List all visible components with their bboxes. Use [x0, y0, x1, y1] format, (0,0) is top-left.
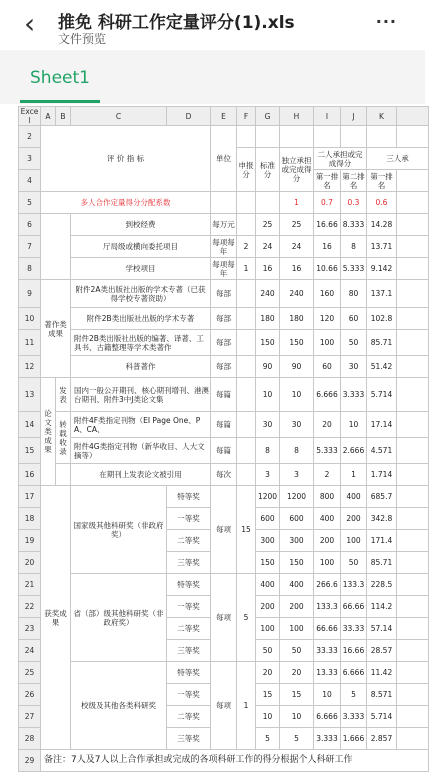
- three-first-cell: 85.71: [367, 330, 397, 356]
- header-two-person: 二人承担或完成得分: [314, 148, 367, 170]
- item-label: 附件2B类出版社出版的学术专著: [71, 308, 211, 330]
- cell: [341, 126, 367, 148]
- solo-cell: 3: [280, 464, 314, 486]
- declared-cell: 1: [237, 258, 256, 280]
- solo-cell: 400: [280, 574, 314, 596]
- second-cell: 133.3: [341, 574, 367, 596]
- header-first: 第一排名: [314, 170, 341, 192]
- cell: [397, 530, 429, 552]
- cell: [397, 596, 429, 618]
- unit-cell: 每篇: [211, 438, 237, 464]
- cell: [397, 618, 429, 640]
- cell: [397, 552, 429, 574]
- standard-cell: 300: [256, 530, 280, 552]
- first-cell: 10: [314, 684, 341, 706]
- award-level: 三等奖: [167, 728, 211, 750]
- three-first-cell: 85.71: [367, 552, 397, 574]
- first-cell: 160: [314, 280, 341, 308]
- solo-cell: 10: [280, 378, 314, 412]
- row-number: 8: [19, 258, 41, 280]
- award-level: 一等奖: [167, 684, 211, 706]
- cell: [237, 126, 256, 148]
- first-cell: 266.6: [314, 574, 341, 596]
- coef-i: 0.7: [314, 192, 341, 214]
- row-number: 3: [19, 148, 41, 170]
- declared-cell: [237, 356, 256, 378]
- standard-cell: 15: [256, 684, 280, 706]
- award-level: 二等奖: [167, 530, 211, 552]
- three-first-cell: 13.71: [367, 236, 397, 258]
- standard-cell: 30: [256, 412, 280, 438]
- first-cell: 60: [314, 356, 341, 378]
- solo-cell: 100: [280, 618, 314, 640]
- standard-cell: 10: [256, 706, 280, 728]
- standard-cell: 8: [256, 438, 280, 464]
- cell: [397, 236, 429, 258]
- award-level: 一等奖: [167, 596, 211, 618]
- row-number: 11: [19, 330, 41, 356]
- standard-cell: 400: [256, 574, 280, 596]
- header-declared: 申报分: [237, 148, 256, 192]
- first-cell: 100: [314, 330, 341, 356]
- header-first-k: 第一排名: [367, 170, 397, 192]
- row-number: 13: [19, 378, 41, 412]
- group-publish: 发表: [56, 378, 71, 412]
- first-cell: 400: [314, 508, 341, 530]
- three-first-cell: 114.2: [367, 596, 397, 618]
- unit-cell: 每次: [211, 464, 237, 486]
- item-label: 厅局级或横向委托项目: [71, 236, 211, 258]
- first-cell: 10.66: [314, 258, 341, 280]
- row-number: 4: [19, 170, 41, 192]
- standard-cell: 600: [256, 508, 280, 530]
- second-cell: 8: [341, 236, 367, 258]
- second-cell: 5.333: [341, 258, 367, 280]
- solo-cell: 200: [280, 596, 314, 618]
- row-number: 29: [19, 750, 41, 772]
- unit-cell: 每部: [211, 308, 237, 330]
- group-reprint: 转载收录: [56, 412, 71, 464]
- second-cell: 16.66: [341, 640, 367, 662]
- standard-cell: 10: [256, 378, 280, 412]
- standard-cell: 240: [256, 280, 280, 308]
- second-cell: 60: [341, 308, 367, 330]
- unit-cell: 每部: [211, 330, 237, 356]
- first-cell: 20: [314, 412, 341, 438]
- cell: [397, 192, 429, 214]
- col-header-a: A: [41, 107, 56, 126]
- more-options-icon[interactable]: ···: [375, 12, 397, 31]
- three-first-cell: 2.857: [367, 728, 397, 750]
- second-cell: 50: [341, 552, 367, 574]
- three-first-cell: 102.8: [367, 308, 397, 330]
- unit-cell: 每部: [211, 356, 237, 378]
- cell: [397, 662, 429, 684]
- first-cell: 6.666: [314, 378, 341, 412]
- row-number: 25: [19, 662, 41, 684]
- spreadsheet-view[interactable]: [18, 106, 425, 765]
- app-header: [0, 0, 425, 50]
- first-cell: 6.666: [314, 706, 341, 728]
- standard-cell: 200: [256, 596, 280, 618]
- row-number: 23: [19, 618, 41, 640]
- first-cell: 13.33: [314, 662, 341, 684]
- unit-cell: 每篇: [211, 412, 237, 438]
- solo-cell: 15: [280, 684, 314, 706]
- standard-cell: 3: [256, 464, 280, 486]
- first-cell: 66.66: [314, 618, 341, 640]
- header-three-person: 三人承: [367, 148, 429, 170]
- first-cell: 33.33: [314, 640, 341, 662]
- standard-cell: 24: [256, 236, 280, 258]
- standard-cell: 5: [256, 728, 280, 750]
- unit-cell: 每项每年: [212, 237, 235, 256]
- first-cell: 200: [314, 530, 341, 552]
- cell: [397, 258, 429, 280]
- group-paper: 论文类成果: [41, 378, 56, 486]
- first-cell: 5.333: [314, 438, 341, 464]
- solo-cell: 1200: [280, 486, 314, 508]
- standard-cell: 150: [256, 552, 280, 574]
- standard-cell: 50: [256, 640, 280, 662]
- standard-cell: 25: [256, 214, 280, 236]
- standard-cell: 1200: [256, 486, 280, 508]
- cell: [41, 214, 71, 280]
- header-unit: 单位: [211, 126, 237, 192]
- item-label: 附件2B类出版社出版的编著、译著、工具书、古籍整理等学术类著作: [71, 330, 211, 356]
- award-unit: 每项: [211, 486, 237, 574]
- solo-cell: 20: [280, 662, 314, 684]
- three-first-cell: 4.571: [367, 438, 397, 464]
- header-second: 第二排名: [342, 171, 365, 190]
- solo-cell: 24: [280, 236, 314, 258]
- award-level: 特等奖: [167, 662, 211, 684]
- item-label: 附件4G类指定刊物（新华收目、人大文摘等）: [71, 438, 211, 464]
- award-national: 国家级其他科研奖（非政府奖）: [71, 486, 167, 574]
- file-subtitle: 文件预览: [58, 32, 107, 46]
- first-cell: 100: [314, 552, 341, 574]
- spreadsheet-grid: [18, 106, 429, 772]
- coef-label: 多人合作定量得分分配系数: [41, 192, 211, 214]
- cell: [280, 126, 314, 148]
- declared-cell: [237, 438, 256, 464]
- cell: [397, 728, 429, 750]
- solo-cell: 8: [280, 438, 314, 464]
- row-number: 19: [19, 530, 41, 552]
- header-solo: 独立承担或完成得分: [280, 148, 314, 192]
- cell: [397, 438, 429, 464]
- first-cell: 16.66: [314, 214, 341, 236]
- cell: [397, 706, 429, 728]
- second-cell: 5: [341, 684, 367, 706]
- award-unit: 每项: [211, 662, 237, 750]
- first-cell: 133.3: [314, 596, 341, 618]
- row-number: 9: [19, 280, 41, 308]
- award-provincial: 省（部）级其他科研奖（非政府奖）: [71, 574, 167, 662]
- declared-cell: [237, 464, 256, 486]
- col-header-excel: Excel: [19, 107, 41, 126]
- cell: [314, 126, 341, 148]
- three-first-cell: 9.142: [367, 258, 397, 280]
- file-title: 推免 科研工作定量评分(1).xls: [58, 13, 295, 33]
- award-level: 二等奖: [167, 706, 211, 728]
- solo-cell: 30: [280, 412, 314, 438]
- first-cell: 3.333: [314, 728, 341, 750]
- group-works: 著作类成果: [41, 280, 71, 378]
- col-header-c: C: [71, 107, 167, 126]
- second-cell: 80: [341, 280, 367, 308]
- solo-cell: 10: [280, 706, 314, 728]
- cell: [397, 308, 429, 330]
- row-number: 10: [19, 308, 41, 330]
- cell: [397, 126, 429, 148]
- cell: [56, 464, 71, 486]
- three-first-cell: 228.5: [367, 574, 397, 596]
- declared-cell: 2: [237, 236, 256, 258]
- cell: [397, 412, 429, 438]
- solo-cell: 600: [280, 508, 314, 530]
- item-label: 科普著作: [71, 356, 211, 378]
- row-number: 15: [19, 438, 41, 464]
- col-header-b: B: [56, 107, 71, 126]
- item-label: 学校项目: [71, 258, 211, 280]
- cell: [397, 378, 429, 412]
- unit-cell: 每万元: [211, 214, 237, 236]
- three-first-cell: 5.714: [367, 706, 397, 728]
- sheet-tab-bar: [0, 50, 425, 104]
- award-level: 三等奖: [167, 640, 211, 662]
- row-number: 20: [19, 552, 41, 574]
- award-school: 校级及其他各类科研奖: [71, 662, 167, 750]
- col-header-d: D: [167, 107, 211, 126]
- sheet-tab[interactable]: Sheet1: [30, 68, 90, 88]
- three-first-cell: 8.571: [367, 684, 397, 706]
- solo-cell: 150: [280, 330, 314, 356]
- header-standard: 标准分: [256, 148, 280, 192]
- three-first-cell: 57.14: [367, 618, 397, 640]
- cell: [367, 126, 397, 148]
- second-cell: 2.666: [341, 438, 367, 464]
- first-cell: 800: [314, 486, 341, 508]
- declared-cell: [237, 412, 256, 438]
- row-number: 16: [19, 464, 41, 486]
- cell: [397, 170, 429, 192]
- col-header-h: H: [280, 107, 314, 126]
- three-first-cell: 51.42: [367, 356, 397, 378]
- second-cell: 66.66: [341, 596, 367, 618]
- award-level: 三等奖: [167, 552, 211, 574]
- cell: [397, 330, 429, 356]
- standard-cell: 100: [256, 618, 280, 640]
- sheet-tab-underline: [20, 100, 100, 103]
- second-cell: 400: [341, 486, 367, 508]
- back-chevron-icon[interactable]: ‹: [24, 7, 36, 40]
- unit-cell: 每项每年: [212, 259, 235, 278]
- cell: [397, 508, 429, 530]
- second-cell: 10: [341, 412, 367, 438]
- second-cell: 6.666: [341, 662, 367, 684]
- solo-cell: 90: [280, 356, 314, 378]
- row-number: 12: [19, 356, 41, 378]
- standard-cell: 90: [256, 356, 280, 378]
- three-first-cell: 342.8: [367, 508, 397, 530]
- col-header-g: G: [256, 107, 280, 126]
- col-header-l: [397, 107, 429, 126]
- three-first-cell: 5.714: [367, 378, 397, 412]
- cell: [397, 486, 429, 508]
- solo-cell: 180: [280, 308, 314, 330]
- three-first-cell: 171.4: [367, 530, 397, 552]
- row-number: 14: [19, 412, 41, 438]
- unit-cell: 每篇: [211, 378, 237, 412]
- second-cell: 200: [341, 508, 367, 530]
- declared-cell: [237, 308, 256, 330]
- item-label: 到校经费: [71, 214, 211, 236]
- row-number: 22: [19, 596, 41, 618]
- second-cell: 1.666: [341, 728, 367, 750]
- item-label: 在期刊上发表论文被引用: [71, 464, 211, 486]
- three-first-cell: 11.42: [367, 662, 397, 684]
- row-number: 24: [19, 640, 41, 662]
- header-eval: 评 价 指 标: [41, 126, 211, 192]
- col-header-e: E: [211, 107, 237, 126]
- solo-cell: 150: [280, 552, 314, 574]
- cell: [211, 192, 237, 214]
- cell: [256, 126, 280, 148]
- standard-cell: 180: [256, 308, 280, 330]
- row-number: 21: [19, 574, 41, 596]
- award-declared: 1: [237, 662, 256, 750]
- second-cell: 100: [341, 530, 367, 552]
- coef-k: 0.6: [367, 192, 397, 214]
- row-number: 2: [19, 126, 41, 148]
- note-text: 备注：7人及7人以上合作承担或完成的各项科研工作的得分根据个人科研工作: [41, 750, 429, 772]
- award-level: 二等奖: [167, 618, 211, 640]
- second-cell: 33.33: [341, 618, 367, 640]
- second-cell: 50: [341, 330, 367, 356]
- second-cell: 1: [341, 464, 367, 486]
- three-first-cell: 685.7: [367, 486, 397, 508]
- solo-cell: 16: [280, 258, 314, 280]
- second-cell: 8.333: [341, 214, 367, 236]
- row-number: 18: [19, 508, 41, 530]
- coef-j: 0.3: [341, 192, 367, 214]
- three-first-cell: 28.57: [367, 640, 397, 662]
- item-label: 附件2A类出版社出版的学术专著（已获得学校专著资助）: [71, 280, 211, 308]
- row-number: 27: [19, 706, 41, 728]
- first-cell: 16: [314, 236, 341, 258]
- cell: [397, 574, 429, 596]
- unit-cell: 每部: [211, 280, 237, 308]
- cell: [397, 214, 429, 236]
- award-level: 特等奖: [167, 486, 211, 508]
- three-first-cell: 137.1: [367, 280, 397, 308]
- second-cell: 3.333: [341, 378, 367, 412]
- cell: [397, 684, 429, 706]
- second-cell: 30: [341, 356, 367, 378]
- declared-cell: [237, 330, 256, 356]
- award-declared: 5: [237, 574, 256, 662]
- award-level: 一等奖: [167, 508, 211, 530]
- award-unit: 每项: [211, 574, 237, 662]
- row-number: 5: [19, 192, 41, 214]
- coef-h: 1: [280, 192, 314, 214]
- col-header-k: K: [367, 107, 397, 126]
- three-first-cell: 14.28: [367, 214, 397, 236]
- row-number: 28: [19, 728, 41, 750]
- row-number: 7: [19, 236, 41, 258]
- standard-cell: 20: [256, 662, 280, 684]
- row-number: 6: [19, 214, 41, 236]
- award-declared: 15: [237, 486, 256, 574]
- group-award: 获奖成果: [41, 486, 71, 750]
- solo-cell: 5: [280, 728, 314, 750]
- col-header-i: I: [314, 107, 341, 126]
- declared-cell: [237, 280, 256, 308]
- cell: [397, 640, 429, 662]
- cell: [237, 192, 256, 214]
- solo-cell: 300: [280, 530, 314, 552]
- first-cell: 120: [314, 308, 341, 330]
- declared-cell: [237, 378, 256, 412]
- standard-cell: 150: [256, 330, 280, 356]
- cell: [397, 356, 429, 378]
- solo-cell: 50: [280, 640, 314, 662]
- solo-cell: 240: [280, 280, 314, 308]
- standard-cell: 16: [256, 258, 280, 280]
- row-number: 26: [19, 684, 41, 706]
- three-first-cell: 17.14: [367, 412, 397, 438]
- three-first-cell: 1.714: [367, 464, 397, 486]
- first-cell: 2: [314, 464, 341, 486]
- col-header-f: F: [237, 107, 256, 126]
- cell: [397, 464, 429, 486]
- cell: [256, 192, 280, 214]
- cell: [397, 280, 429, 308]
- award-level: 特等奖: [167, 574, 211, 596]
- row-number: 17: [19, 486, 41, 508]
- second-cell: 3.333: [341, 706, 367, 728]
- declared-cell: [237, 214, 256, 236]
- solo-cell: 25: [280, 214, 314, 236]
- item-label: 附件4F类指定刊物（EI Page One、PA、CA、: [71, 412, 211, 438]
- col-header-j: J: [341, 107, 367, 126]
- item-label: 国内一般公开期刊、核心期刊增刊、港澳台期刊、附件3中J类论文集: [71, 378, 211, 412]
